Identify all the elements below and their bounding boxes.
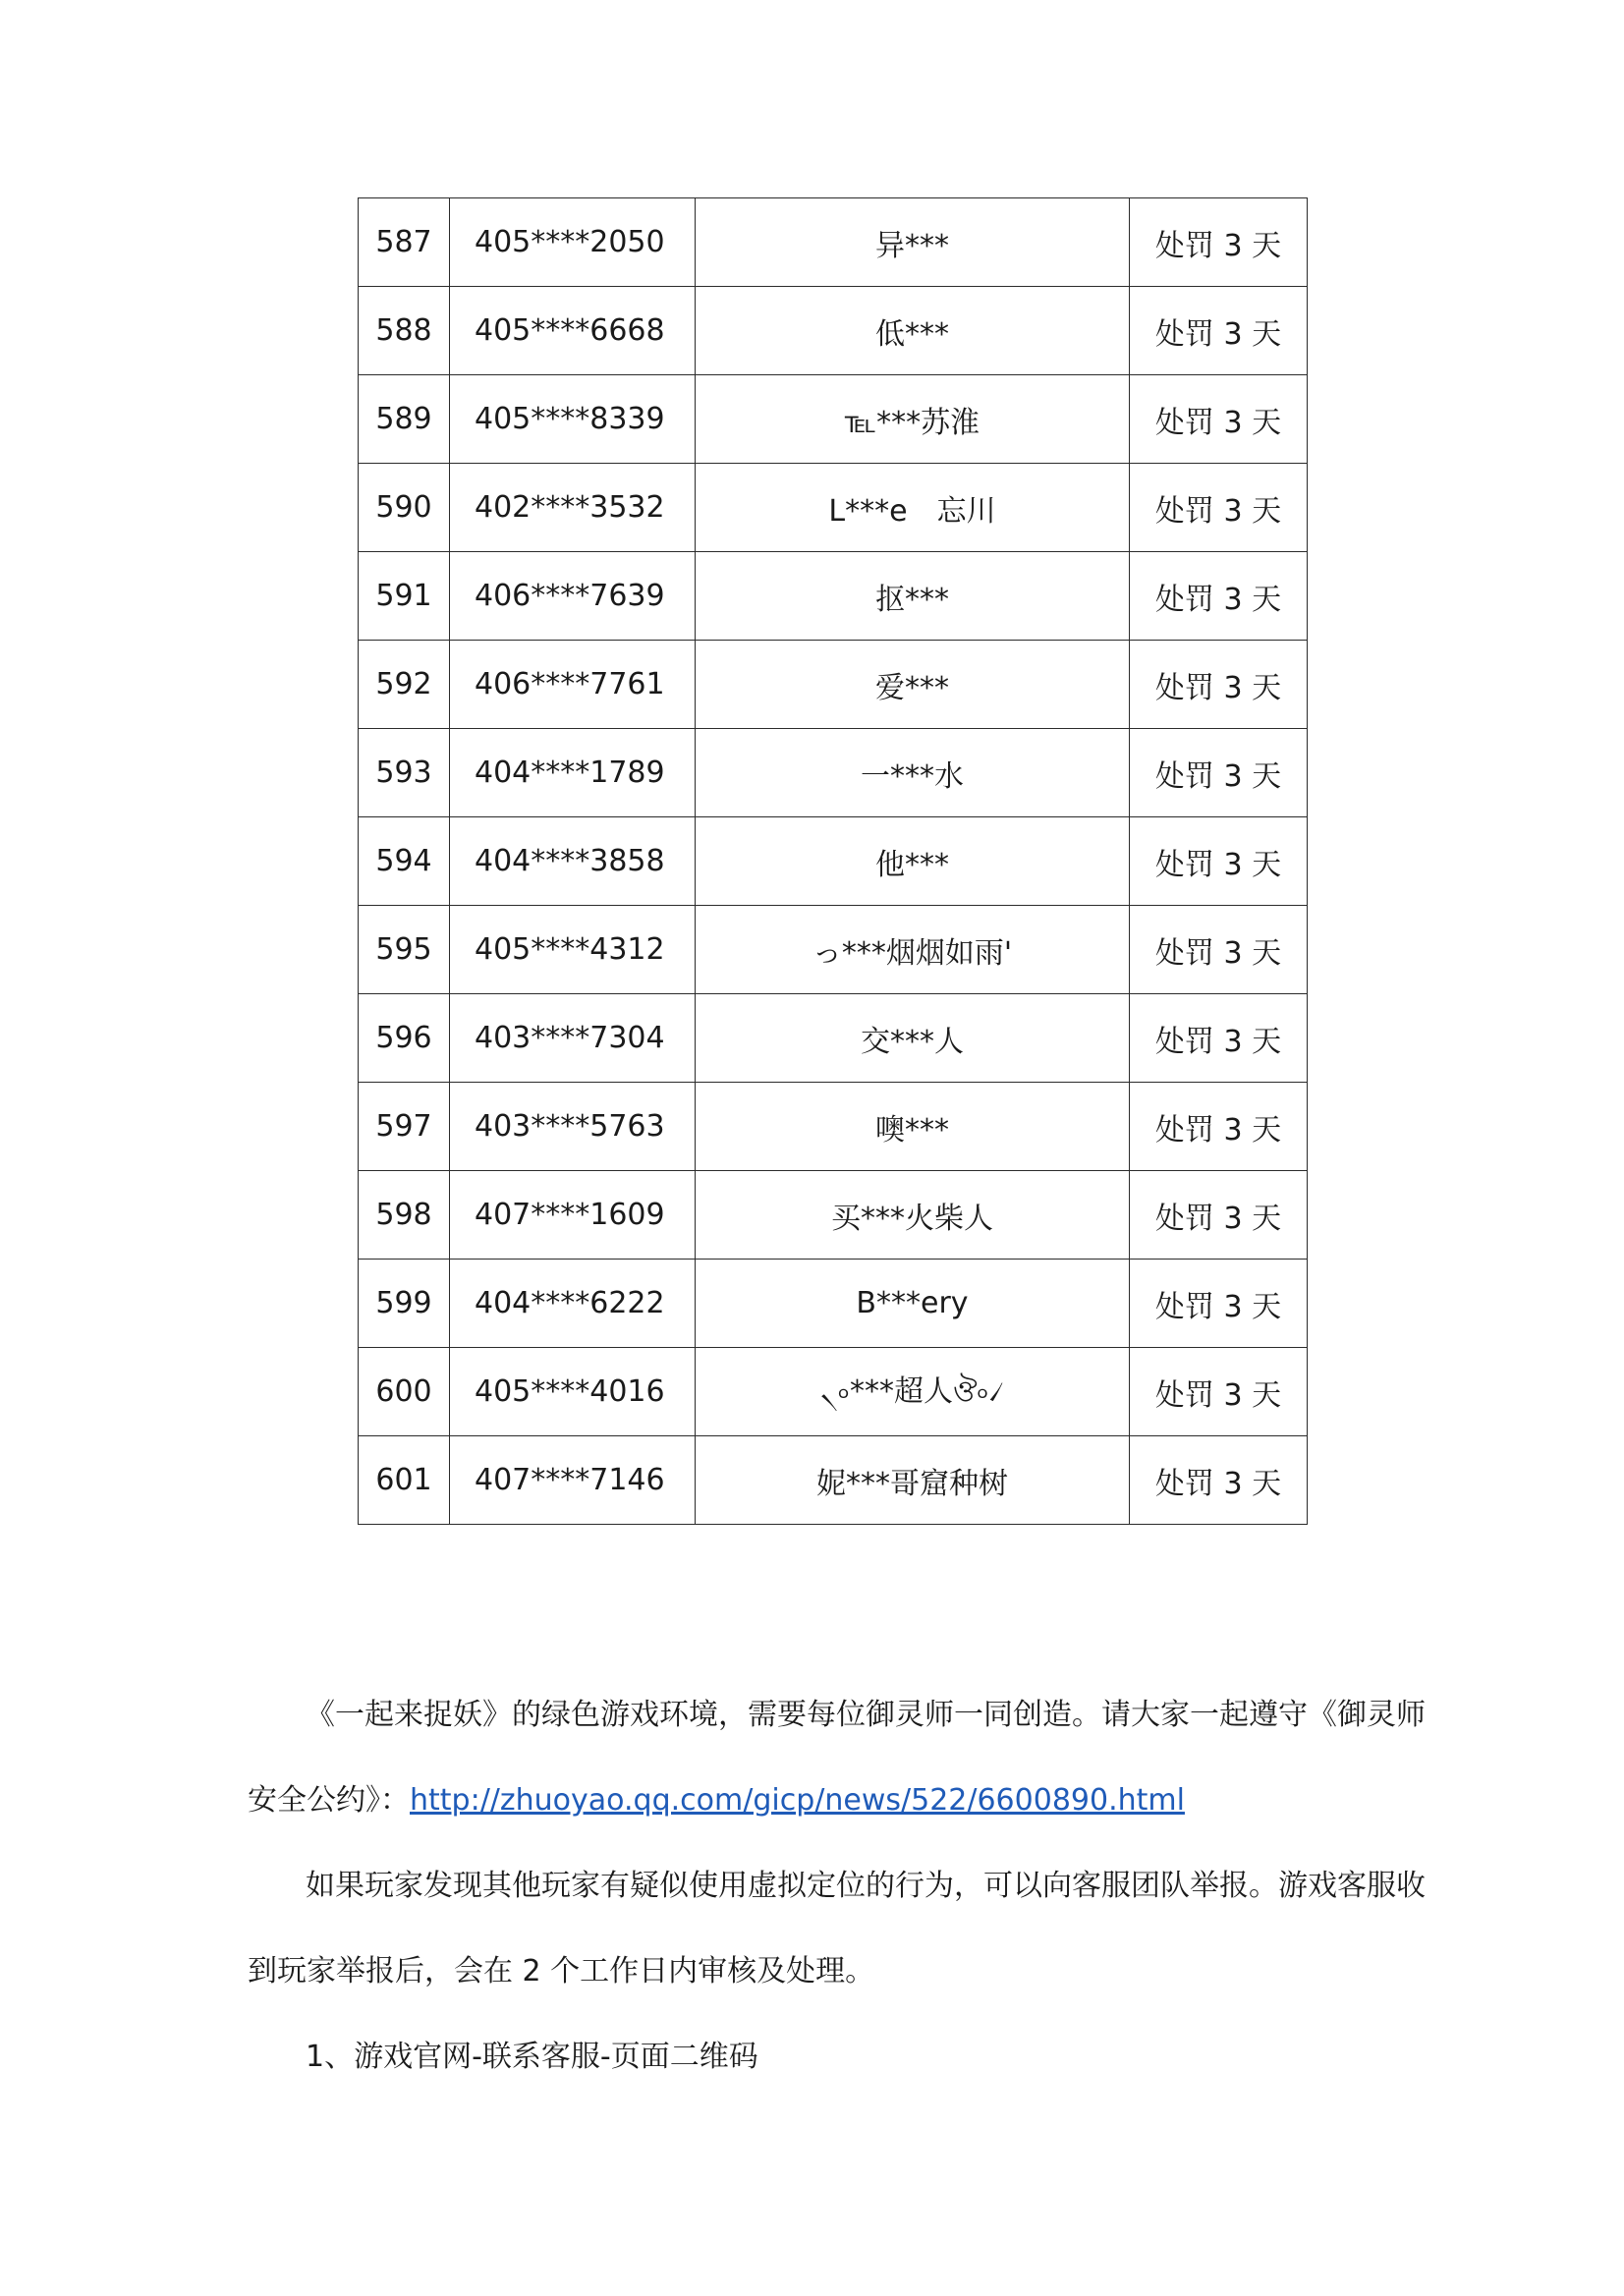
- penalty-table-body: [359, 198, 1308, 1525]
- player-id: 405****6668: [450, 287, 696, 375]
- row-number: 593: [359, 729, 450, 817]
- player-id: 405****8339: [450, 375, 696, 464]
- player-name: 低***: [696, 287, 1130, 375]
- player-name: B***ery: [696, 1260, 1130, 1348]
- player-id: 406****7761: [450, 641, 696, 729]
- player-name: 抠***: [696, 552, 1130, 641]
- penalty-status: 处罚 3 天: [1130, 1171, 1308, 1260]
- row-number: 600: [359, 1348, 450, 1436]
- penalty-status: 处罚 3 天: [1130, 552, 1308, 641]
- rules-text-2: 安全公约》：: [248, 1783, 410, 1818]
- player-id: 405****4016: [450, 1348, 696, 1436]
- table-row: [359, 994, 1308, 1083]
- penalty-status: 处罚 3 天: [1130, 464, 1308, 552]
- rules-text-1: 《一起来捉妖》的绿色游戏环境，需要每位御灵师一同创造。请大家一起遵守《御灵师: [306, 1698, 1426, 1732]
- player-name: L***e 忘川: [696, 464, 1130, 552]
- report-text-1: 如果玩家发现其他玩家有疑似使用虚拟定位的行为，可以向客服团队举报。游戏客服收: [306, 1869, 1426, 1903]
- player-id: 404****6222: [450, 1260, 696, 1348]
- row-number: 601: [359, 1436, 450, 1525]
- table-row: [359, 552, 1308, 641]
- player-id: 407****1609: [450, 1171, 696, 1260]
- player-name: っ***烟烟如雨': [696, 906, 1130, 994]
- table-row: [359, 198, 1308, 287]
- player-name: 买***火柴人: [696, 1171, 1130, 1260]
- player-name: ৲৹***超人ঔ৹৴: [696, 1348, 1130, 1436]
- penalty-status: 处罚 3 天: [1130, 1436, 1308, 1525]
- player-name: 交***人: [696, 994, 1130, 1083]
- rules-paragraph-line-1: [248, 1672, 1445, 1758]
- penalty-status: 处罚 3 天: [1130, 994, 1308, 1083]
- penalty-status: 处罚 3 天: [1130, 198, 1308, 287]
- penalty-status: 处罚 3 天: [1130, 287, 1308, 375]
- penalty-status: 处罚 3 天: [1130, 1083, 1308, 1171]
- penalty-status: 处罚 3 天: [1130, 1260, 1308, 1348]
- player-id: 405****2050: [450, 198, 696, 287]
- player-id: 405****4312: [450, 906, 696, 994]
- table-row: [359, 729, 1308, 817]
- table-row: [359, 287, 1308, 375]
- penalty-status: 处罚 3 天: [1130, 817, 1308, 906]
- table-row: [359, 1260, 1308, 1348]
- penalty-status: 处罚 3 天: [1130, 906, 1308, 994]
- row-number: 597: [359, 1083, 450, 1171]
- row-number: 587: [359, 198, 450, 287]
- row-number: 596: [359, 994, 450, 1083]
- report-text-2: 到玩家举报后，会在 2 个工作日内审核及处理。: [248, 1954, 875, 1988]
- penalty-table: [358, 197, 1308, 1525]
- row-number: 598: [359, 1171, 450, 1260]
- player-name: 噢***: [696, 1083, 1130, 1171]
- row-number: 592: [359, 641, 450, 729]
- safety-pact-link[interactable]: http://zhuoyao.qq.com/gicp/news/522/6600890.html: [410, 1783, 1185, 1818]
- report-paragraph-line-1: [248, 1843, 1445, 1929]
- row-number: 590: [359, 464, 450, 552]
- penalty-status: 处罚 3 天: [1130, 641, 1308, 729]
- player-name: ℡***苏淮: [696, 375, 1130, 464]
- player-name: 妮***哥窟种树: [696, 1436, 1130, 1525]
- row-number: 599: [359, 1260, 450, 1348]
- player-id: 406****7639: [450, 552, 696, 641]
- player-name: 他***: [696, 817, 1130, 906]
- table-row: [359, 641, 1308, 729]
- table-row: [359, 375, 1308, 464]
- player-id: 403****5763: [450, 1083, 696, 1171]
- table-row: [359, 906, 1308, 994]
- table-row: [359, 1083, 1308, 1171]
- player-id: 402****3532: [450, 464, 696, 552]
- table-row: [359, 1436, 1308, 1525]
- player-id: 407****7146: [450, 1436, 696, 1525]
- player-name: 爱***: [696, 641, 1130, 729]
- table-row: [359, 1348, 1308, 1436]
- rules-paragraph-line-2: [248, 1758, 1387, 1843]
- row-number: 588: [359, 287, 450, 375]
- row-number: 595: [359, 906, 450, 994]
- penalty-status: 处罚 3 天: [1130, 729, 1308, 817]
- penalty-status: 处罚 3 天: [1130, 1348, 1308, 1436]
- player-id: 404****3858: [450, 817, 696, 906]
- table-row: [359, 1171, 1308, 1260]
- penalty-status: 处罚 3 天: [1130, 375, 1308, 464]
- row-number: 591: [359, 552, 450, 641]
- table-row: [359, 817, 1308, 906]
- report-method-1: [248, 2014, 1445, 2100]
- report-method-text: 1、游戏官网-联系客服-页面二维码: [306, 2040, 758, 2074]
- row-number: 594: [359, 817, 450, 906]
- player-name: 一***水: [696, 729, 1130, 817]
- player-name: 异***: [696, 198, 1130, 287]
- row-number: 589: [359, 375, 450, 464]
- table-row: [359, 464, 1308, 552]
- report-paragraph-line-2: [248, 1929, 1387, 2014]
- player-id: 404****1789: [450, 729, 696, 817]
- player-id: 403****7304: [450, 994, 696, 1083]
